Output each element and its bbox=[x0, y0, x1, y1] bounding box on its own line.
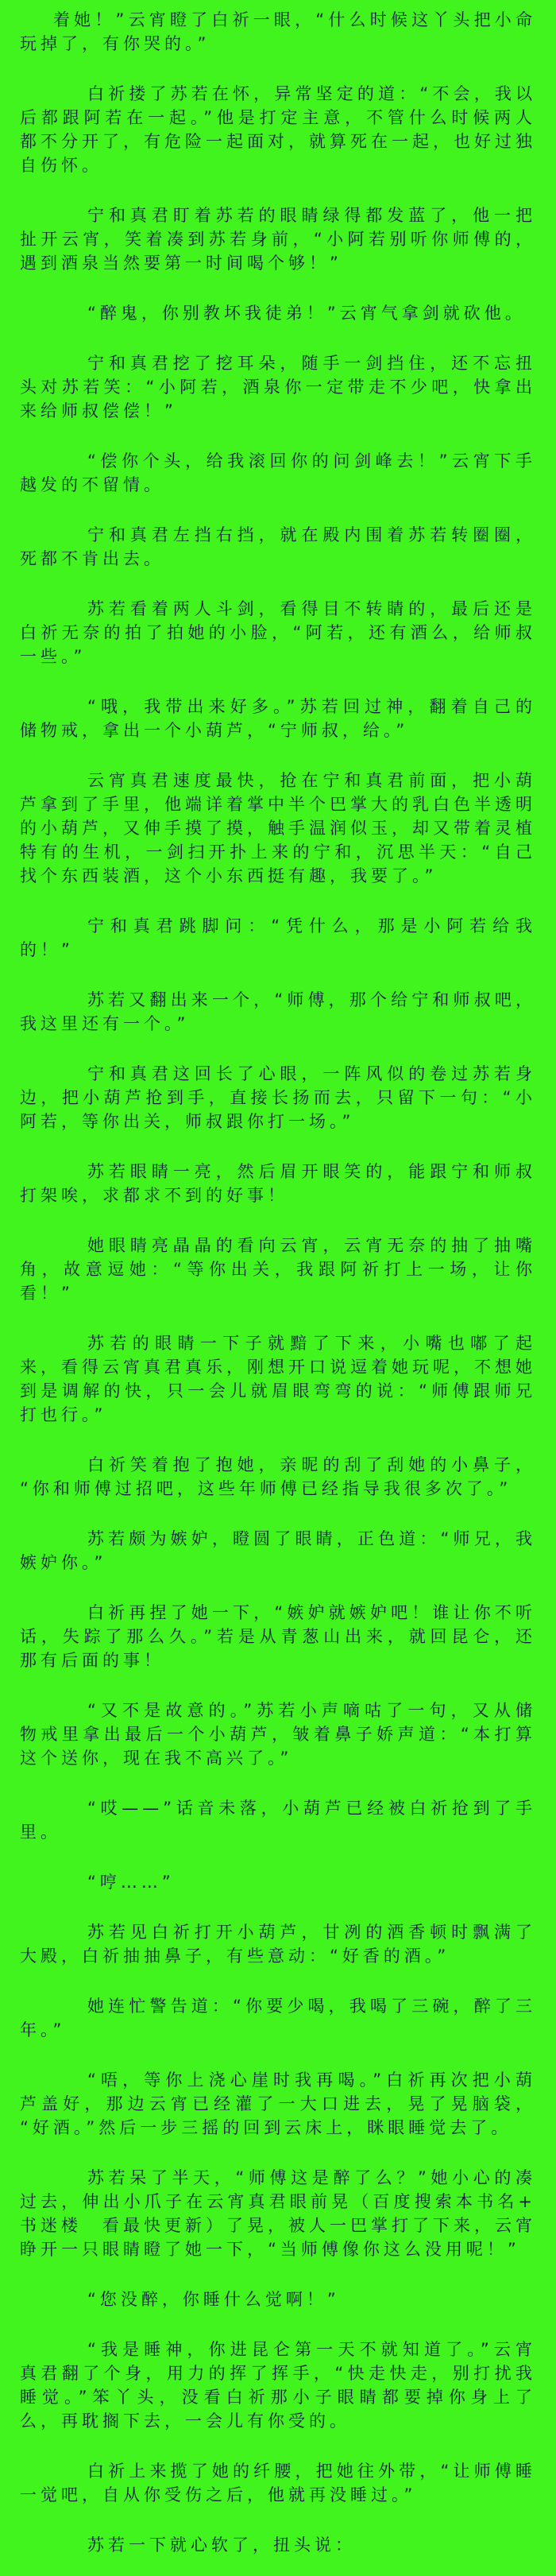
novel-paragraph: 苏若又翻出来一个，“师傅，那个给宁和师叔吧，我这里还有一个。” bbox=[20, 990, 536, 1033]
novel-paragraph: 苏若的眼睛一下子就黯了下来，小嘴也嘟了起来，看得云宵真君真乐，刚想开口说逗着她玩呢，不想她到是调解的快，只一会儿就眉眼弯弯的说：“师傅跟师兄打也行。” bbox=[20, 1334, 536, 1424]
novel-paragraph: “您没醉，你睡什么觉啊！” bbox=[87, 2290, 340, 2309]
novel-paragraph: 苏若看着两人斗剑，看得目不转睛的，最后还是白祈无奈的拍了拍她的小脸，“阿若，还有酒么，给师叔一些。” bbox=[20, 599, 536, 666]
novel-paragraph: “哎——”话音未落，小葫芦已经被白祈抢到了手里。 bbox=[20, 1799, 536, 1842]
novel-paragraph: 苏若见白祈打开小葫芦，甘冽的酒香顿时飘满了大殿，白祈抽抽鼻子，有些意动：“好香的酒。” bbox=[20, 1923, 536, 1966]
novel-paragraph: 宁和真君这回长了心眼，一阵风似的卷过苏若身边，把小葫芦抢到手，直接长扬而去，只留下一句：“小阿若，等你出关，师叔跟你打一场。” bbox=[20, 1064, 536, 1131]
novel-paragraph: 宁和真君盯着苏若的眼睛绿得都发蓝了，他一把扯开云宵，笑着凑到苏若身前，“小阿若别听你师傅的，遇到酒泉当然要第一时间喝个够！” bbox=[20, 206, 536, 273]
novel-paragraph: “又不是故意的。”苏若小声嘀咕了一句，又从储物戒里拿出最后一个小葫芦，皱着鼻子娇声道：“本打算这个送你，现在我不高兴了。” bbox=[20, 1701, 536, 1768]
novel-paragraph: 苏若呆了半天，“师傅这是醉了么？”她小心的凑过去，伸出小爪子在云宵真君眼前晃（百度搜索本书名+ 书迷楼 看最快更新）了晃，被人一巴掌打了下来，云宵睁开一只眼睛瞪了她一下，“当师傅像你这么没用呢！” bbox=[20, 2168, 536, 2259]
novel-paragraph: “我是睡神，你进昆仑第一天不就知道了。”云宵真君翻了个身，用力的挥了挥手，“快走快走，别打扰我睡觉。”笨丫头，没看白祈那小子眼睛都要掉你身上了么，再耽搁下去，一会儿有你受的。 bbox=[20, 2340, 536, 2431]
novel-paragraph: 宁和真君挖了挖耳朵，随手一剑挡住，还不忘扭头对苏若笑：“小阿若，酒泉你一定带走不少吧，快拿出来给师叔偿偿！” bbox=[20, 354, 536, 420]
novel-paragraph: 白祈搂了苏若在怀，异常坚定的道：“不会，我以后都跟阿若在一起。”他是打定主意，不管什么时候两人都不分开了，有危险一起面对，就算死在一起，也好过独自伤怀。 bbox=[20, 84, 536, 175]
novel-paragraph: “偿你个头，给我滚回你的问剑峰去！”云宵下手越发的不留情。 bbox=[20, 451, 536, 494]
novel-paragraph: 她眼睛亮晶晶的看向云宵，云宵无奈的抽了抽嘴角，故意逗她：“等你出关，我跟阿祈打上一场，让你看！” bbox=[20, 1236, 536, 1303]
novel-paragraph: 她连忙警告道：“你要少喝，我喝了三碗，醉了三年。” bbox=[20, 1997, 536, 2039]
novel-paragraph: “唔，等你上浇心崖时我再喝。”白祈再次把小葫芦盖好，那边云宵已经灌了一大口进去，晃了晃脑袋，“好酒。”然后一步三摇的回到云床上，眯眼睡觉去了。 bbox=[20, 2070, 536, 2137]
novel-paragraph: 苏若眼睛一亮，然后眉开眼笑的，能跟宁和师叔打架唉，求都求不到的好事！ bbox=[20, 1162, 536, 1205]
novel-paragraph: “醉鬼，你别教坏我徒弟！”云宵气拿剑就砍他。 bbox=[87, 304, 526, 323]
novel-paragraph: 白祈上来揽了她的纤腰，把她往外带，“让师傅睡一觉吧，自从你受伤之后，他就再没睡过。” bbox=[20, 2462, 536, 2504]
novel-paragraph: 白祈笑着抱了抱她，亲昵的刮了刮她的小鼻子，“你和师傅过招吧，这些年师傅已经指导我很多次了。” bbox=[20, 1455, 536, 1498]
novel-paragraph: 云宵真君速度最快，抢在宁和真君前面，把小葫芦拿到了手里，他端详着掌中半个巴掌大的乳白色半透明的小葫芦，又伸手摸了摸，触手温润似玉，却又带着灵植特有的生机，一剑扫开扑上来的宁和，沉思半天：“自己找个东西装酒，这个小东西挺有趣，我要了。” bbox=[20, 771, 536, 885]
novel-paragraph: 宁和真君左挡右挡，就在殿内围着苏若转圈圈，死都不肯出去。 bbox=[20, 525, 536, 568]
novel-paragraph: 宁和真君跳脚问：“凭什么，那是小阿若给我的！” bbox=[20, 916, 536, 959]
novel-paragraph: 苏若颇为嫉妒，瞪圆了眼睛，正色道：“师兄，我嫉妒你。” bbox=[20, 1529, 536, 1572]
novel-paragraph: 苏若一下就心软了，扭头说： bbox=[87, 2535, 356, 2555]
novel-paragraph: “哼……” bbox=[87, 1873, 175, 1892]
novel-paragraph: “哦，我带出来好多。”苏若回过神，翻着自己的储物戒，拿出一个小葫芦，“宁师叔，给。” bbox=[20, 697, 536, 740]
novel-paragraph: 白祈再捏了她一下，“嫉妒就嫉妒吧！谁让你不听话，失踪了那么久。”若是从青葱山出来，就回昆仑，还那有后面的事！ bbox=[20, 1603, 536, 1670]
novel-paragraph: 着她！”云宵瞪了白祈一眼，“什么时候这丫头把小命玩掉了，有你哭的。” bbox=[20, 10, 536, 53]
